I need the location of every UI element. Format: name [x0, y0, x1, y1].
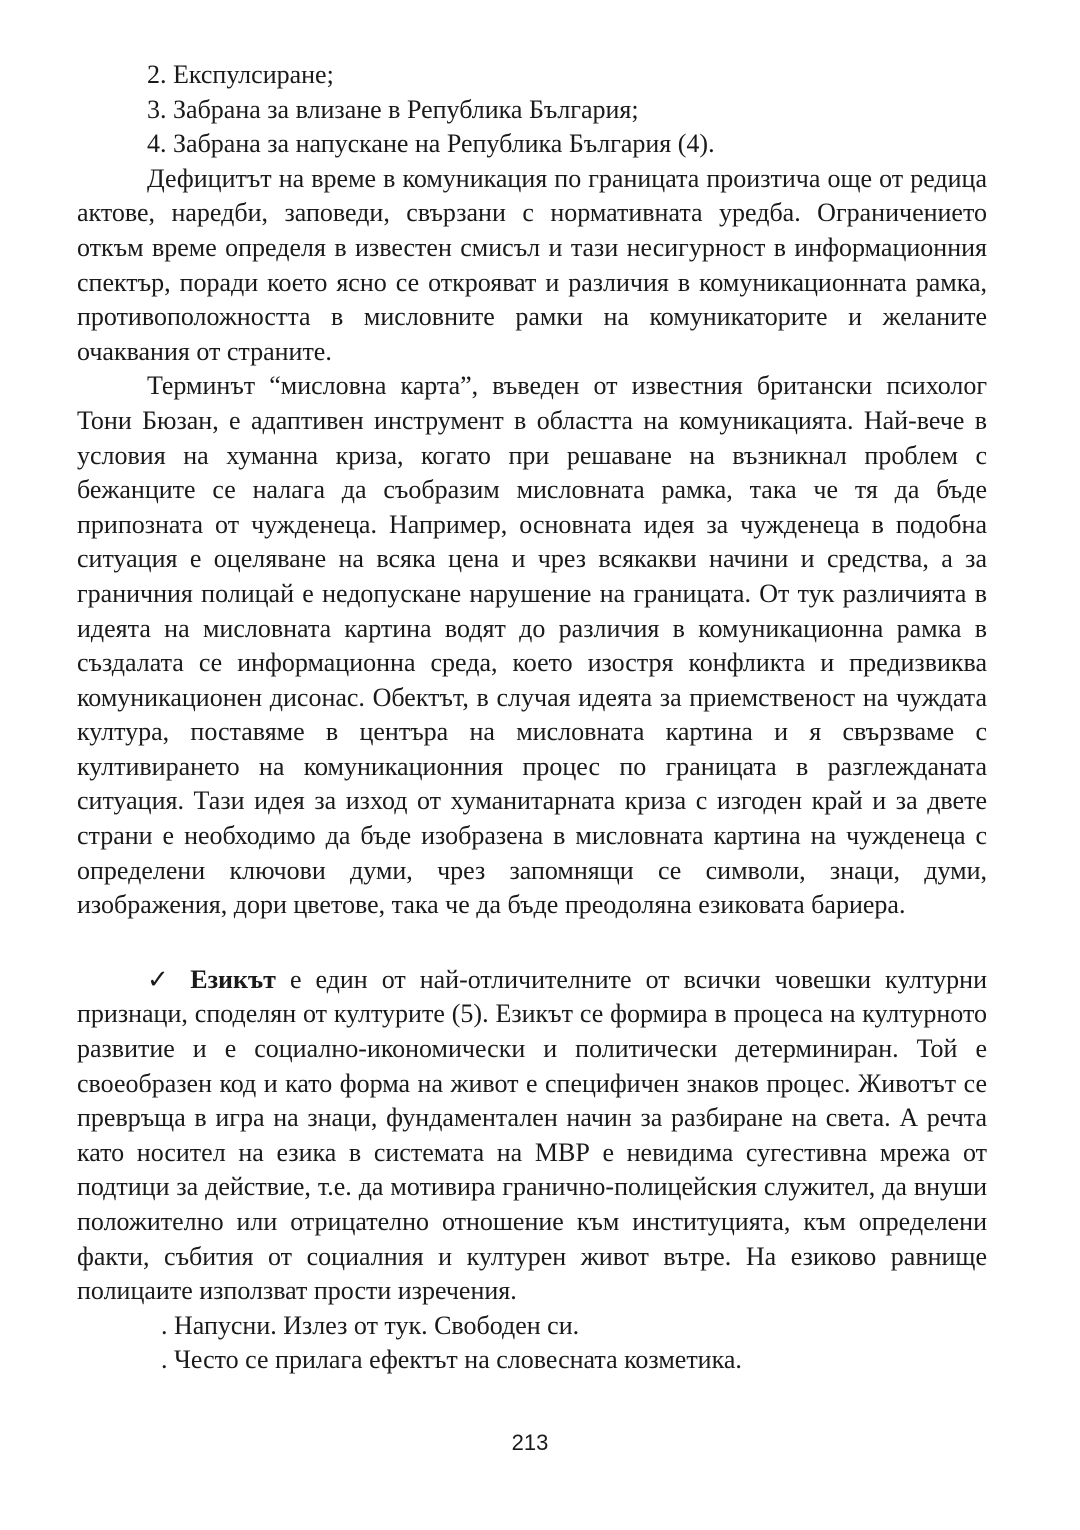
paragraph-mind-map: Терминът “мисловна карта”, въведен от известния британски психолог Тони Бюзан, е адаптивен инструмент в областта на комуникацията. Най-вече в условия на хуманна криза, когато при решаване на възникнал проблем с бежанците се налага да съобразим мисловната рамка, така че тя да бъде припозната от чужденеца. Например, основната идея за чужденеца в подобна ситуация е оцеляване на всяка цена и чрез всякакви начини и средства, а за граничния полицай е недопускане нарушение на границата. От тук различията в идеята на мисловната картина водят до различия в комуникационна рамка в създалата се информационна среда, което изостря конфликта и предизвиква комуникационен дисонас. Обектът, в случая идеята за приемственост на чуждата култура, поставяме в центъра на мисловната картина и я свързваме с култивирането на комуникационния процес по границата в разглежданата ситуация. Тази идея за изход от хуманитарната криза с изгоден край и за двете страни е необходимо да бъде изобразена в мисловната картина на чужденеца с определени ключови думи, чрез запомнящи се символи, знаци, думи, изображения, дори цветове, така че да бъде преодоляна езиковата бариера.	[77, 371, 987, 920]
list-item: 2. Експулсиране;	[147, 60, 334, 89]
list-item: 4. Забрана за напускане на Република България (4).	[147, 129, 715, 159]
sub-list-item: . Напусни. Излез от тук. Свободен си.	[161, 1310, 580, 1340]
list-item: 3. Забрана за влизане в Република България;	[147, 94, 639, 124]
paragraph-language-text: е един от най-отличителните от всички човешки културни признаци, споделян от културите (5). Езикът се формира в процеса на културното развитие и е социално-икономически и политически детерминиран. Той е своеобразен код и като форма на живот е специфичен знаков процес. Животът се превръща в игра на знаци, фундаментален начин за разбиране на света. А речта като носител на езика в системата на МВР е невидима сугестивна мрежа от подтици за действие, т.е. да мотивира гранично-полицейския служител, да внуши положително или отрицателно отношение към институцията, към определени факти, събития от социалния и културен живот вътре. На езиково равнище полицаите използват прости изречения.	[77, 964, 987, 1306]
sub-list-item: . Често се прилага ефектът на словесната козметика.	[161, 1345, 742, 1375]
bold-term: Езикът	[190, 964, 276, 994]
paragraph-language	[77, 963, 987, 1309]
page-number: 213	[511, 1430, 549, 1455]
paragraph-deficit: Дефицитът на време в комуникация по границата произтича още от редица актове, наредби, заповеди, свързани с нормативната уредба. Ограничението откъм време определя в известен смисъл и тази несигурност в информационния спектър, поради което ясно се открояват и различия в комуникационната рамка, противоположността в мисловните рамки на комуникаторите и желаните очаквания от страните.	[77, 163, 987, 366]
checkmark-icon: ✓	[147, 964, 177, 994]
section-gap	[77, 923, 987, 963]
page-body	[77, 58, 987, 1378]
